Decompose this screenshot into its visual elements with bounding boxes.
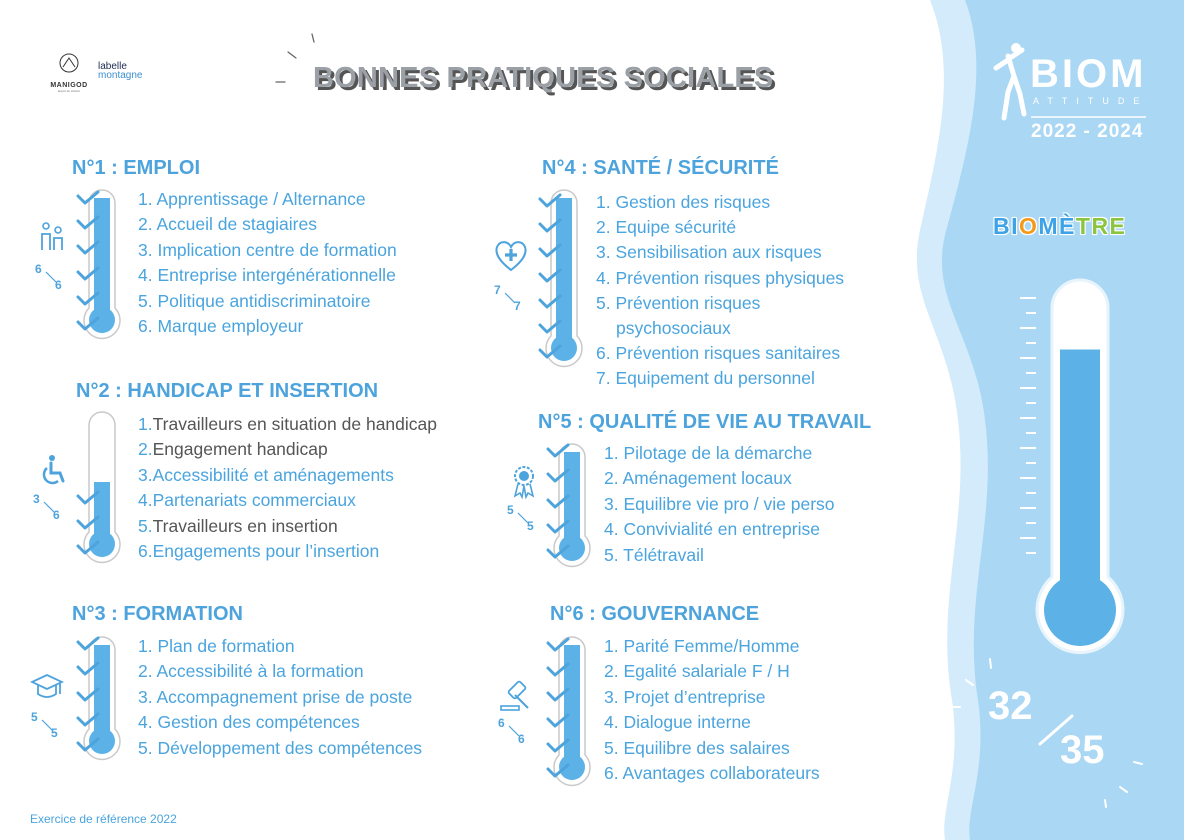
- section-score: [33, 492, 63, 522]
- section-title: N°5 : QUALITÉ DE VIE AU TRAVAIL: [538, 411, 872, 433]
- list-item: [138, 412, 437, 437]
- check-icon: [546, 468, 570, 484]
- section-items: [138, 412, 437, 564]
- graduation-cap-icon: [30, 670, 64, 706]
- list-item: 6. Marque employeur: [138, 316, 304, 337]
- check-icon: [546, 519, 570, 535]
- list-item: [138, 514, 437, 539]
- labelle-montagne-logo: [98, 62, 142, 80]
- section-score: [35, 262, 65, 292]
- brand-name: BIOM: [1030, 52, 1147, 96]
- section-score-value: 5: [31, 710, 38, 724]
- award-icon: [507, 464, 541, 500]
- item-number: 2.: [138, 439, 153, 460]
- list-item: 2. Accueil de stagiaires: [138, 214, 317, 235]
- check-icon: [76, 266, 100, 282]
- item-number: 4.: [138, 490, 153, 511]
- biometre-part-1: BI: [993, 213, 1019, 239]
- check-icon: [76, 190, 100, 206]
- list-item: 1. Parité Femme/Homme: [604, 636, 800, 656]
- page-title: BONNES PRATIQUES SOCIALES: [313, 62, 774, 94]
- brand-divider: [1031, 116, 1146, 119]
- gavel-icon: [498, 678, 532, 714]
- section-score-value: 6: [498, 716, 505, 730]
- section-items: [604, 441, 835, 568]
- biometre-label: [993, 213, 1126, 240]
- check-icon: [76, 515, 100, 531]
- section-score-value: 7: [494, 283, 501, 297]
- footer-reference: Exercice de référence 2022: [30, 812, 177, 826]
- section-title: N°4 : SANTÉ / SÉCURITÉ: [542, 157, 779, 179]
- section-score-total: 6: [518, 732, 525, 746]
- list-item: 5. Développement des compétences: [138, 737, 423, 758]
- list-item: [138, 539, 437, 564]
- list-item: psychosociaux: [616, 318, 731, 339]
- list-item: [138, 463, 437, 488]
- brand-tagline: ATTITUDE: [1033, 96, 1149, 106]
- list-item: 5. Equilibre des salaires: [604, 737, 790, 758]
- biometre-part-2: O: [1019, 213, 1039, 239]
- check-icon: [546, 763, 570, 779]
- list-item: 1. Apprentissage / Alternance: [138, 189, 366, 209]
- brand-years: 2022 - 2024: [1031, 121, 1144, 142]
- labelle-text: labelle: [98, 61, 127, 72]
- check-icon: [546, 713, 570, 729]
- wheelchair-icon: [36, 453, 70, 489]
- section-score: [494, 283, 524, 313]
- list-item: 1. Pilotage de la démarche: [604, 443, 813, 463]
- section-score: [498, 716, 528, 746]
- check-icon: [546, 637, 570, 653]
- item-number: 1.: [138, 414, 153, 434]
- section-score-total: 5: [51, 726, 58, 740]
- item-text: Engagements pour l’insertion: [152, 541, 380, 562]
- section-score: [507, 503, 537, 533]
- section-score-value: 5: [507, 503, 514, 517]
- section-score-value: 6: [35, 262, 42, 276]
- list-item: 5. Télétravail: [604, 544, 704, 565]
- manigod-mountain-icon: [58, 52, 80, 76]
- manigod-logo: [46, 52, 92, 93]
- section-title: N°2 : HANDICAP ET INSERTION: [76, 380, 379, 402]
- section-title: N°1 : EMPLOI: [72, 157, 201, 179]
- list-item: 3. Projet d’entreprise: [604, 686, 766, 707]
- list-item: [138, 437, 437, 462]
- check-icon: [546, 687, 570, 703]
- list-item: 5. Prévention risques: [596, 292, 761, 313]
- check-icon: [538, 193, 562, 209]
- check-icon: [538, 268, 562, 284]
- check-icon: [76, 215, 100, 231]
- section-items: [604, 634, 820, 786]
- item-text: Partenariats commerciaux: [152, 490, 356, 511]
- check-icon: [538, 243, 562, 259]
- list-item: 4. Prévention risques physiques: [596, 267, 845, 288]
- list-item: 4. Gestion des compétences: [138, 712, 360, 733]
- item-text: Travailleurs en insertion: [152, 515, 338, 536]
- item-text: Accessibilité et aménagements: [152, 464, 394, 485]
- section-items: [596, 190, 844, 392]
- runner-icon: [986, 42, 1032, 122]
- list-item: 3. Accompagnement prise de poste: [138, 686, 413, 707]
- check-icon: [76, 316, 100, 332]
- list-item: 3. Sensibilisation aux risques: [596, 242, 822, 263]
- check-icon: [546, 662, 570, 678]
- check-icon: [546, 494, 570, 510]
- list-item: 2. Egalité salariale F / H: [604, 661, 790, 682]
- biometre-total: 35: [1060, 728, 1105, 772]
- list-item: 4. Entreprise intergénérationnelle: [138, 265, 396, 286]
- biometre-part-3: MÈ: [1038, 213, 1076, 239]
- check-icon: [546, 738, 570, 754]
- section-score-total: 6: [55, 278, 62, 292]
- check-icon: [76, 636, 100, 652]
- section-score: [31, 710, 61, 740]
- list-item: 6. Avantages collaborateurs: [604, 763, 820, 784]
- list-item: 6. Prévention risques sanitaires: [596, 343, 841, 364]
- check-icon: [76, 540, 100, 556]
- section-items: [138, 634, 422, 761]
- section-score-total: 5: [527, 519, 534, 533]
- list-item: 1. Plan de formation: [138, 636, 295, 656]
- manigod-name: MANIGOD: [50, 82, 88, 89]
- list-item: 7. Equipement du personnel: [596, 368, 815, 389]
- section-score-total: 6: [53, 508, 60, 522]
- item-text: Travailleurs en situation de handicap: [152, 414, 437, 434]
- people-icon: [38, 220, 72, 256]
- section-title: N°3 : FORMATION: [72, 603, 243, 625]
- check-icon: [76, 687, 100, 703]
- biometre-score: 32: [988, 684, 1033, 728]
- check-icon: [546, 544, 570, 560]
- manigod-tagline: Esprit de Liberté: [58, 89, 80, 93]
- check-icon: [538, 218, 562, 234]
- item-text: Engagement handicap: [152, 439, 328, 460]
- list-item: 3. Implication centre de formation: [138, 239, 397, 260]
- check-icon: [546, 443, 570, 459]
- check-icon: [538, 344, 562, 360]
- list-item: 4. Dialogue interne: [604, 712, 751, 733]
- list-item: 5. Politique antidiscriminatoire: [138, 290, 371, 311]
- montagne-text: montagne: [98, 70, 143, 81]
- item-number: 3.: [138, 464, 153, 485]
- check-icon: [538, 319, 562, 335]
- check-icon: [76, 737, 100, 753]
- section-title: N°6 : GOUVERNANCE: [550, 603, 760, 625]
- list-item: 2. Aménagement locaux: [604, 468, 792, 489]
- check-icon: [76, 490, 100, 506]
- check-icon: [76, 712, 100, 728]
- list-item: 4. Convivialité en entreprise: [604, 519, 820, 540]
- check-icon: [76, 661, 100, 677]
- list-item: 2. Accessibilité à la formation: [138, 661, 364, 682]
- item-number: 6.: [138, 541, 153, 562]
- heart-plus-icon: [494, 238, 528, 274]
- check-icon: [76, 240, 100, 256]
- section-items: [138, 187, 397, 339]
- check-icon: [538, 294, 562, 310]
- list-item: 2. Equipe sécurité: [596, 217, 737, 238]
- list-item: 3. Equilibre vie pro / vie perso: [604, 493, 835, 514]
- list-item: [138, 488, 437, 513]
- section-score-value: 3: [33, 492, 40, 506]
- section-score-total: 7: [514, 299, 521, 313]
- biometre-thermometer: [1010, 270, 1140, 670]
- list-item: 1. Gestion des risques: [596, 192, 771, 212]
- item-number: 5.: [138, 515, 153, 536]
- biometre-part-4: TRE: [1075, 213, 1127, 239]
- check-icon: [76, 291, 100, 307]
